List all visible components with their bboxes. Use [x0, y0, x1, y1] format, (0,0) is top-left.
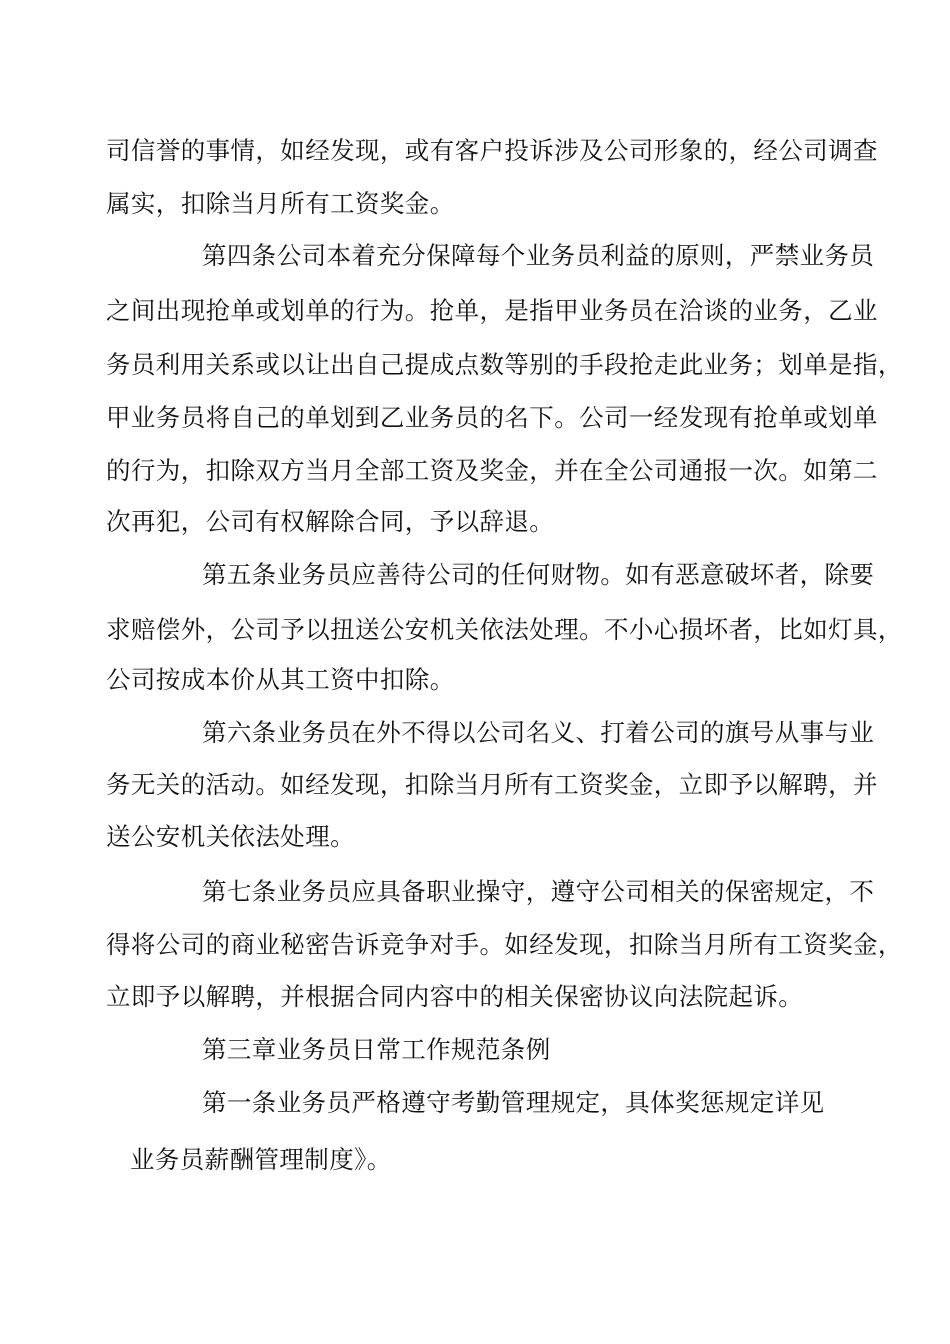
text-line: 得将公司的商业秘密告诉竞争对手。如经发现，扣除当月所有工资奖金，: [106, 930, 903, 959]
article-4-start: 第四条公司本着充分保障每个业务员利益的原则，严禁业务员: [202, 241, 875, 270]
text-line: 属实，扣除当月所有工资奖金。: [106, 189, 455, 218]
text-line: 之间出现抢单或划单的行为。抢单，是指甲业务员在洽谈的业务，乙业: [106, 296, 878, 325]
chapter-3-article-1-start: 第一条业务员严格遵守考勤管理规定，具体奖惩规定详见: [202, 1088, 825, 1117]
article-6-start: 第六条业务员在外不得以公司名义、打着公司的旗号从事与业: [202, 718, 875, 747]
text-line: 立即予以解聘，并根据合同内容中的相关保密协议向法院起诉。: [106, 982, 804, 1011]
article-7-start: 第七条业务员应具备职业操守，遵守公司相关的保密规定，不: [202, 877, 875, 906]
text-line: 业务员薪酬管理制度》。: [130, 1145, 392, 1174]
text-line: 次再犯，公司有权解除合同，予以辞退。: [106, 507, 555, 536]
chapter-3-heading: 第三章业务员日常工作规范条例: [202, 1035, 551, 1064]
text-line: 的行为，扣除双方当月全部工资及奖金，并在全公司通报一次。如第二: [106, 456, 878, 485]
text-line: 求赔偿外，公司予以扭送公安机关依法处理。不小心损坏者，比如灯具，: [106, 615, 903, 644]
text-line: 务无关的活动。如经发现，扣除当月所有工资奖金，立即予以解聘，并: [106, 770, 878, 799]
article-5-start: 第五条业务员应善待公司的任何财物。如有恶意破坏者，除要: [202, 560, 875, 589]
text-line: 公司按成本价从其工资中扣除。: [106, 665, 455, 694]
text-line: 司信誉的事情，如经发现，或有客户投诉涉及公司形象的，经公司调查: [106, 136, 878, 165]
text-line: 务员利用关系或以让出自己提成点数等别的手段抢走此业务；划单是指，: [106, 350, 903, 379]
text-line: 甲业务员将自己的单划到乙业务员的名下。公司一经发现有抢单或划单: [106, 403, 878, 432]
text-line: 送公安机关依法处理。: [106, 822, 355, 851]
